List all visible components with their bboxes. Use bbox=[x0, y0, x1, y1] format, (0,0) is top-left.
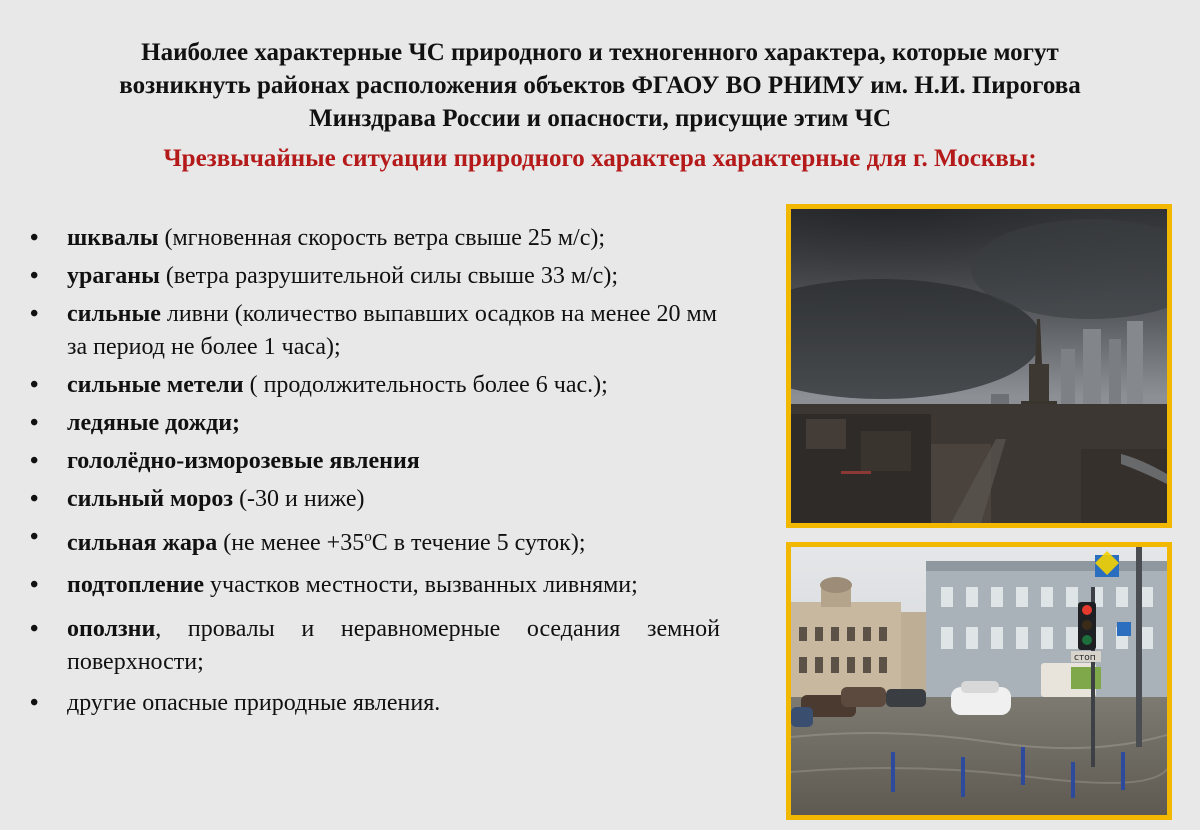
list-item bbox=[30, 407, 720, 440]
stop-sign-text: стоп bbox=[1074, 653, 1096, 663]
item-term: сильные метели bbox=[67, 372, 244, 398]
item-text: другие опасные природные явления. bbox=[67, 690, 441, 716]
title-line-2: возникнуть районах расположения объектов ФГАОУ ВО РНИМУ им. Н.И. Пирогова bbox=[119, 72, 1081, 99]
storm-skyline-illustration bbox=[791, 209, 1167, 523]
item-text-2: С в течение 5 суток); bbox=[371, 530, 586, 556]
flood-photo bbox=[786, 542, 1172, 820]
slide-title bbox=[40, 36, 1160, 135]
list-item bbox=[30, 369, 720, 402]
flood-photo-image bbox=[791, 547, 1167, 815]
degree-sup: о bbox=[364, 529, 372, 545]
title-line-3: Минздрава России и опасности, присущие этим ЧС bbox=[308, 105, 892, 132]
list-item bbox=[30, 565, 720, 605]
item-term: сильные bbox=[67, 301, 161, 327]
item-text: , провалы и неравномерные оседания земной поверхности; bbox=[67, 616, 720, 675]
item-term: оползни bbox=[67, 616, 156, 642]
item-text: (мгновенная скорость ветра свыше 25 м/с); bbox=[158, 225, 606, 251]
item-term: гололёдно-изморозевые явления bbox=[67, 448, 420, 474]
list-item bbox=[30, 483, 720, 516]
item-term: ледяные дожди; bbox=[67, 410, 241, 436]
item-term: сильный мороз bbox=[67, 486, 234, 512]
list-item bbox=[30, 260, 720, 293]
item-term: сильная жара bbox=[67, 530, 218, 556]
storm-photo-image bbox=[791, 209, 1167, 523]
item-text: (ветра разрушительной силы свыше 33 м/с); bbox=[159, 263, 618, 289]
slide-subtitle: Чрезвычайные ситуации природного характера характерные для г. Москвы: bbox=[163, 145, 1037, 172]
list-item bbox=[30, 445, 720, 478]
list-item bbox=[30, 222, 720, 255]
flooded-street-illustration bbox=[791, 547, 1167, 815]
list-item bbox=[30, 613, 720, 679]
item-text: ливни (количество выпавших осадков на менее 20 мм за период не более 1 часа); bbox=[67, 301, 717, 360]
item-term: ураганы bbox=[67, 263, 160, 289]
hazard-list bbox=[30, 222, 720, 725]
item-text: (не менее +35 bbox=[217, 530, 365, 556]
list-item bbox=[30, 687, 720, 720]
list-item bbox=[30, 521, 720, 560]
item-term: подтопление bbox=[67, 572, 205, 598]
storm-photo bbox=[786, 204, 1172, 528]
item-text: (-30 и ниже) bbox=[233, 486, 365, 512]
item-text: ( продолжительность более 6 час.); bbox=[243, 372, 608, 398]
list-item bbox=[30, 298, 720, 364]
item-text: участков местности, вызванных ливнями; bbox=[204, 572, 638, 598]
title-line-1: Наиболее характерные ЧС природного и техногенного характера, которые могут bbox=[141, 39, 1059, 66]
item-term: шквалы bbox=[67, 225, 159, 251]
